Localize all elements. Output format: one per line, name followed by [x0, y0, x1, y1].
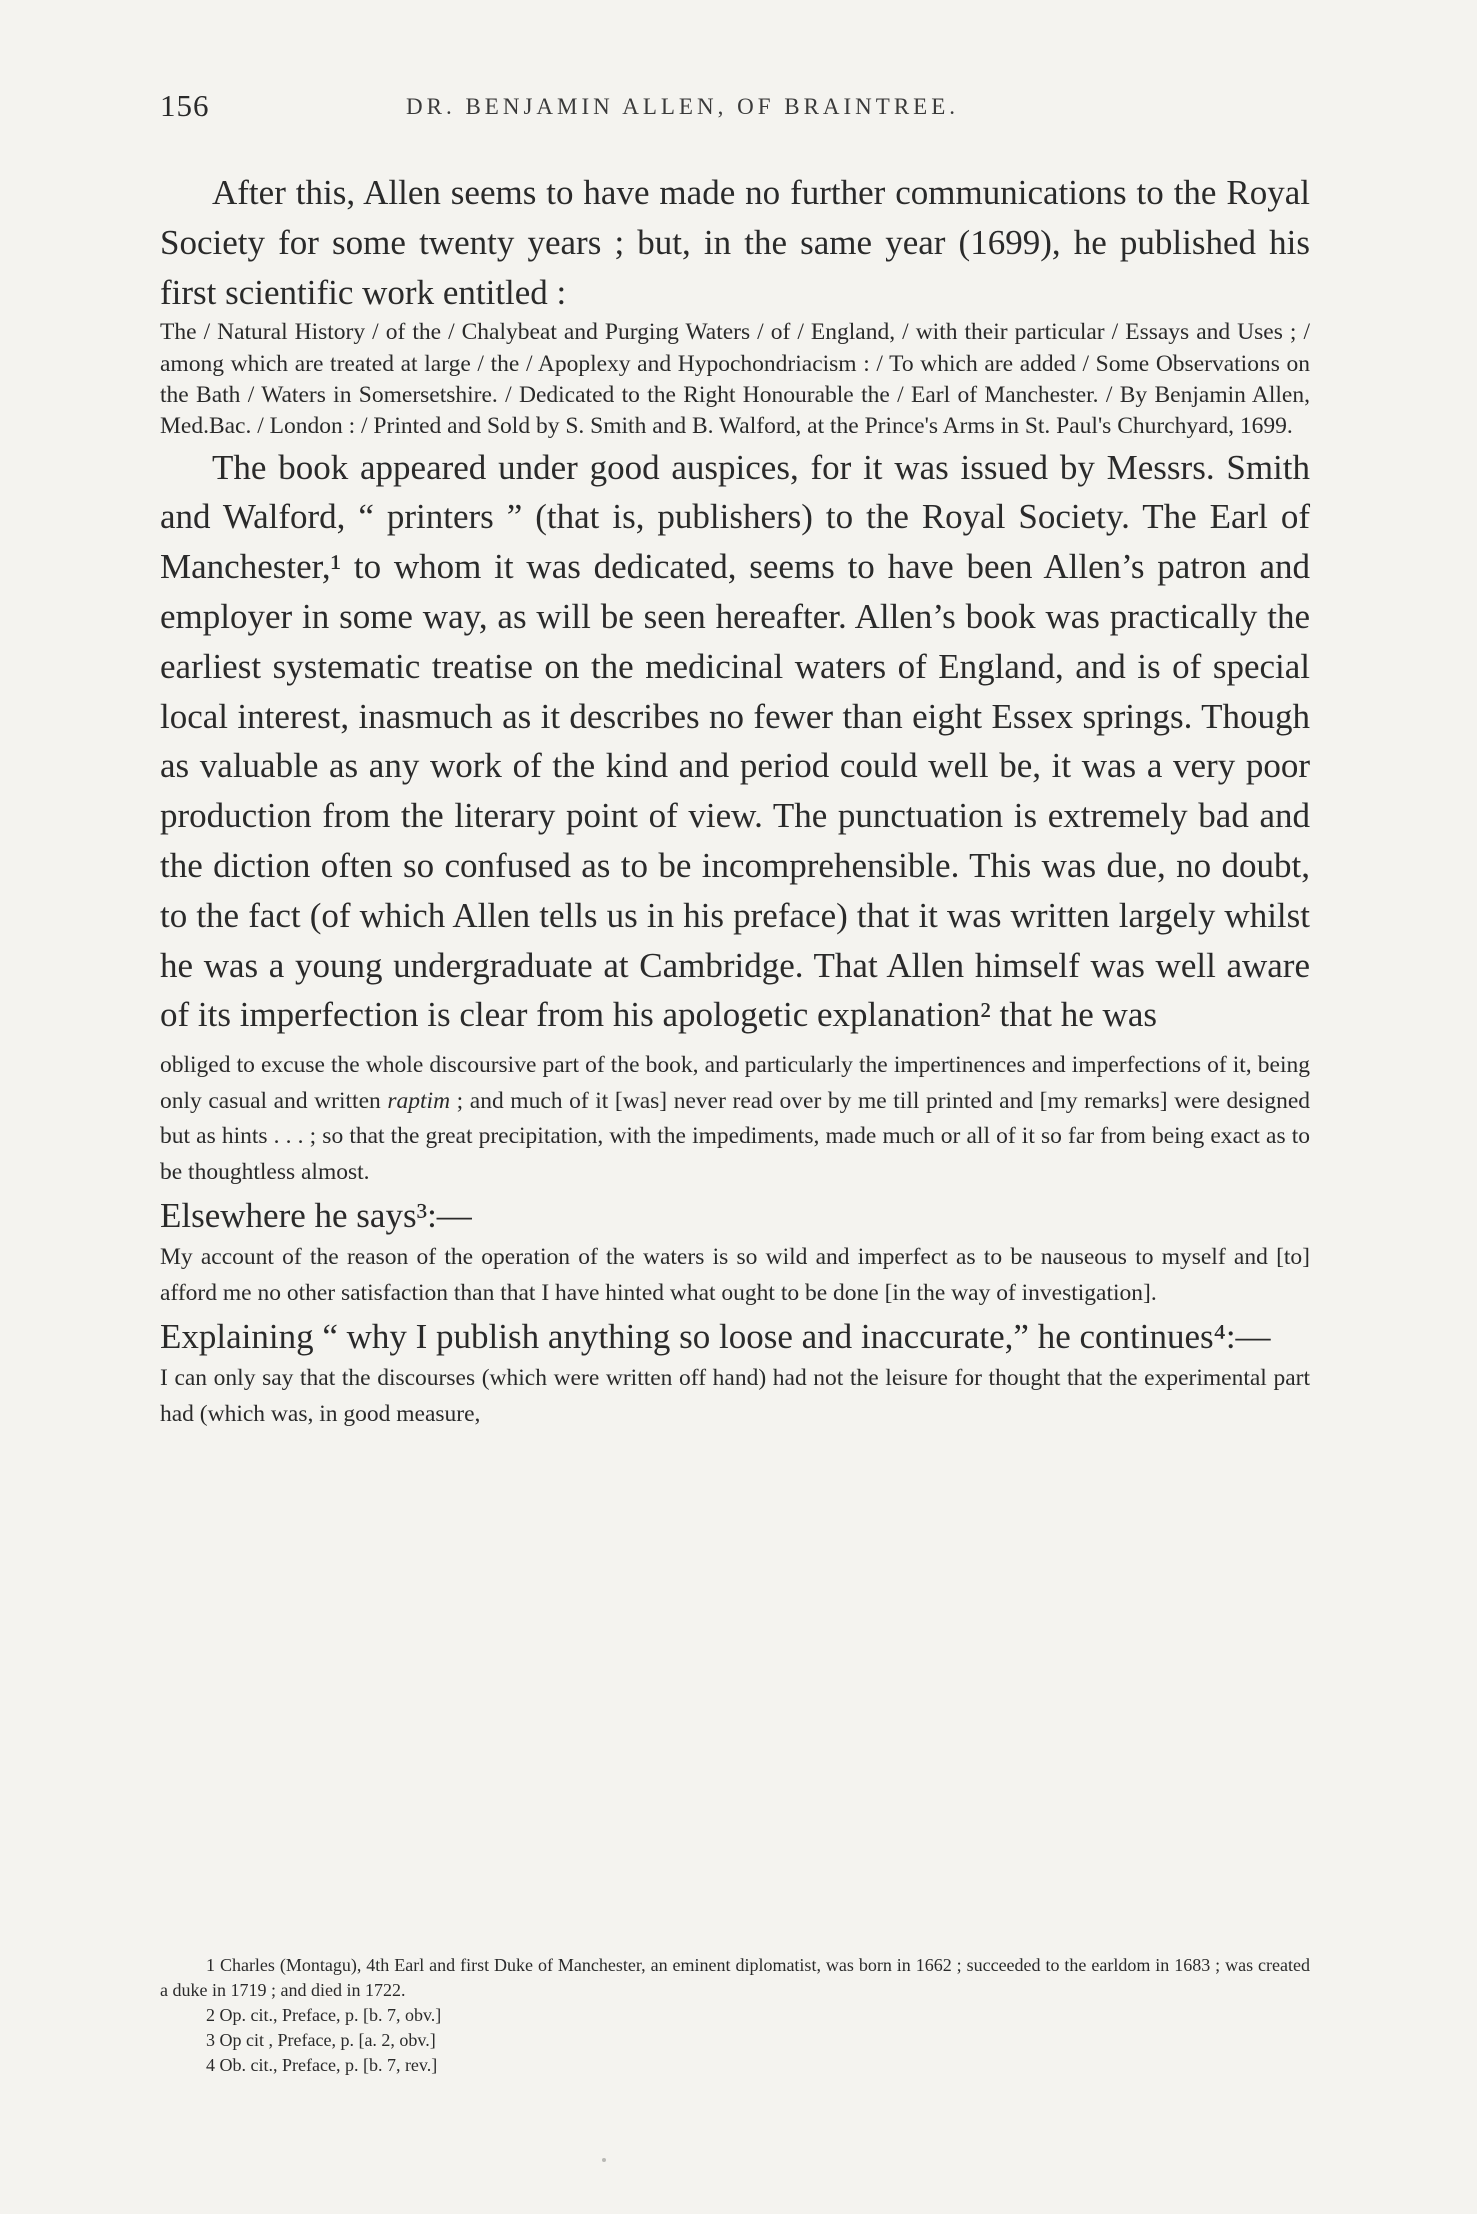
footnote-1: 1 Charles (Montagu), 4th Earl and first Duke of Manchester, an eminent diplomatist, was born in 1662 ; succeeded to the earldom in 1683 ; was created a duke in 1719 ; and died in 1722.: [160, 1955, 1310, 2000]
running-head: DR. BENJAMIN ALLEN, OF BRAINTREE.: [406, 94, 960, 119]
paragraph-1: After this, Allen seems to have made no further communications to the Royal Society for some twenty years ; but, in the same year (1699), he published his first scientific work entitled :: [160, 173, 1310, 312]
quote-1-italic-word: raptim: [387, 1087, 451, 1114]
quote-1-text-pre: obliged to excuse the whole discoursive part of the book, and particularly the impertinences and imperfections of it, being only casual and written: [160, 1052, 1310, 1114]
page-body: [160, 168, 1310, 1432]
paragraph-4: Explaining “ why I publish anything so loose and inaccurate,” he continues⁴:—: [160, 1316, 1271, 1356]
paragraph-3: Elsewhere he says³:—: [160, 1195, 472, 1235]
print-speck: [602, 2158, 606, 2162]
footnotes: [160, 1953, 1310, 2078]
title-citation: The / Natural History / of the / Chalybeat and Purging Waters / of / England, / with their particular / Essays and Uses ; / among which are treated at large / the / Apoplexy and Hypochondriacism : / To which are added / Some Observations on the Bath / Waters in Somersetshire. / Dedicated to the Right Honourable the / Earl of Manchester. / By Benjamin Allen, Med.Bac. / London : / Printed and Sold by S. Smith and B. Walford, at the Prince's Arms in St. Paul's Churchyard, 1699.: [160, 319, 1310, 440]
paragraph-2: The book appeared under good auspices, for it was issued by Messrs. Smith and Walford, “ printers ” (that is, publishers) to the Royal Society. The Earl of Manchester,¹ to whom it was dedicated, seems to have been Allen’s patron and employer in some way, as will be seen hereafter. Allen’s book was practically the earliest systematic treatise on the medicinal waters of England, and is of special local interest, inasmuch as it describes no fewer than eight Essex springs. Though as valuable as any work of the kind and period could well be, it was a very poor production from the literary point of view. The punctuation is extremely bad and the diction often so confused as to be incomprehensible. This was due, no doubt, to the fact (of which Allen tells us in his preface) that it was written largely whilst he was a young undergraduate at Cambridge. That Allen himself was well aware of its imperfection is clear from his apologetic explanation² that he was: [160, 447, 1310, 1035]
quote-1-text-post: ; and much of it [was] never read over by me till printed and [my remarks] were designed but as hints . . . ; so that the great precipitation, with the impediments, made much or all of it so far from being exact as to be thoughtless almost.: [160, 1087, 1310, 1185]
block-quote-1: [160, 1048, 1310, 1190]
footnote-4: 4 Ob. cit., Preface, p. [b. 7, rev.]: [206, 2055, 438, 2075]
block-quote-3: I can only say that the discourses (which were written off hand) had not the leisure for thought that the experimental part had (which was, in good measure,: [160, 1365, 1310, 1427]
footnote-2: 2 Op. cit., Preface, p. [b. 7, obv.]: [206, 2005, 442, 2025]
footnote-3: 3 Op cit , Preface, p. [a. 2, obv.]: [206, 2030, 436, 2050]
page-header: [160, 88, 1310, 132]
page-number: 156: [160, 88, 210, 123]
block-quote-2: My account of the reason of the operation of the waters is so wild and imperfect as to be nauseous to myself and [to] afford me no other satisfaction than that I have hinted what ought to be done [in the way of investigation].: [160, 1244, 1310, 1306]
